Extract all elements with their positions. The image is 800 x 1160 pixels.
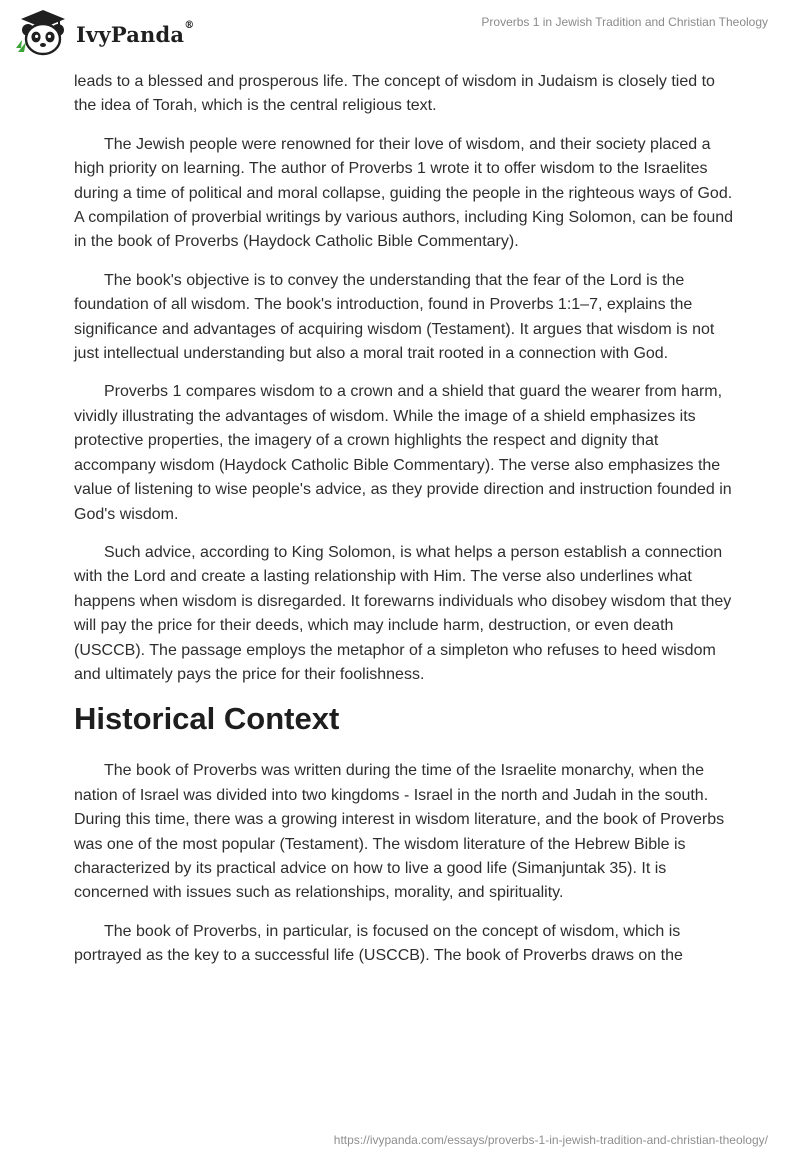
paragraph: leads to a blessed and prosperous life. The concept of wisdom in Judaism is closely tied to the idea of Torah, which is the central religious text.	[74, 73, 715, 115]
paragraph: The Jewish people were renowned for their love of wisdom, and their society placed a high priority on learning. The author of Proverbs 1 wrote it to offer wisdom to the Israelites during a time of political and moral collapse, guiding the people in the righteous ways of God. A compilation of proverbial writings by various authors, including King Solomon, can be found in the book of Proverbs (Haydock Catholic Bible Commentary).	[74, 135, 734, 251]
ivypanda-logo[interactable]	[14, 8, 194, 58]
source-url[interactable]: https://ivypanda.com/essays/proverbs-1-in-jewish-tradition-and-christian-theology/	[333, 1133, 768, 1147]
paragraph: The book of Proverbs, in particular, is focused on the concept of wisdom, which is portrayed as the key to a successful life (USCCB). The book of Proverbs draws on the	[74, 922, 683, 965]
brand-name: IvyPanda®	[76, 19, 195, 47]
panda-logo-icon	[14, 8, 72, 58]
paragraph: Proverbs 1 compares wisdom to a crown and a shield that guard the wearer from harm, vividly illustrating the advantages of wisdom. While the image of a shield emphasizes its protective properties, the imagery of a crown highlights the respect and dignity that accompany wisdom (Haydock Catholic Bible Commentary). The verse also emphasizes the value of listening to wise people's advice, as they provide direction and instruction founded in God's wisdom.	[74, 383, 732, 523]
page-header	[0, 0, 800, 64]
essay-body	[74, 70, 734, 983]
section-heading: Historical Context	[74, 701, 340, 737]
paragraph: The book's objective is to convey the understanding that the fear of the Lord is the foundation of all wisdom. The book's introduction, found in Proverbs 1:1–7, explains the significance and advantages of acquiring wisdom (Testament). It argues that wisdom is not just intellectual understanding but also a moral trait rooted in a connection with God.	[74, 271, 715, 363]
paragraph: Such advice, according to King Solomon, is what helps a person establish a connection with the Lord and create a lasting relationship with Him. The verse also underlines what happens when wisdom is disregarded. It forewarns individuals who disobey wisdom that they will pay the price for their deeds, which may include harm, destruction, or even death (USCCB). The passage employs the metaphor of a simpleton who refuses to heed wisdom and ultimately pays the price for their foolishness.	[74, 543, 732, 683]
paragraph: The book of Proverbs was written during the time of the Israelite monarchy, when the nation of Israel was divided into two kingdoms - Israel in the north and Judah in the south. During this time, there was a growing interest in wisdom literature, and the book of Proverbs was one of the most popular (Testament). The wisdom literature of the Hebrew Bible is characterized by its practical advice on how to live a good life (Simanjuntak 35). It is concerned with issues such as relationships, morality, and spirituality.	[74, 762, 725, 902]
document-title: Proverbs 1 in Jewish Tradition and Christian Theology	[481, 15, 768, 29]
